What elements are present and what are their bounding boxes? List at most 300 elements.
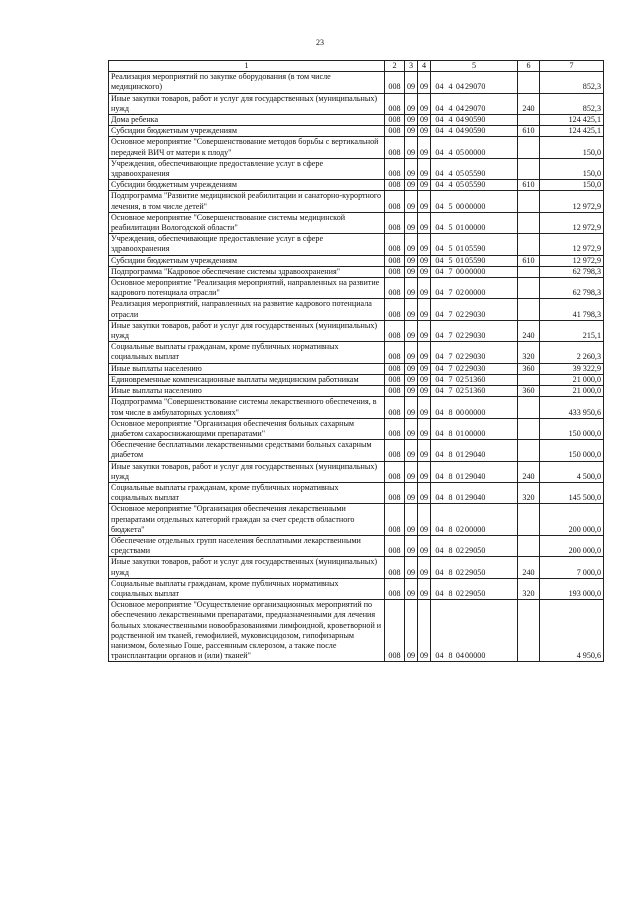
target-article-cell [431,72,518,93]
target-article-cell [431,266,518,277]
subsection-code-cell: 09 [418,482,431,503]
target-article-part: 04 [435,407,444,417]
target-article-part: 29050 [465,588,486,598]
table-row [109,578,604,599]
expense-type-cell: 610 [518,180,540,191]
target-article-part: 29040 [465,450,486,460]
budget-table [108,60,604,662]
table-row [109,180,604,191]
target-article-part: 90590 [465,115,486,125]
amount-cell: 2 260,3 [540,342,604,363]
table-row [109,278,604,299]
target-article-part: 29030 [465,363,486,373]
expense-type-cell [518,504,540,536]
subsection-code-cell: 09 [418,342,431,363]
target-article-part: 4 [448,103,453,113]
target-article-part: 02 [455,331,465,341]
item-name-cell: Иные закупки товаров, работ и услуг для государственных (муниципальных) нужд [109,557,385,578]
target-article-part: 4 [448,126,453,136]
ministry-code-cell: 008 [385,137,405,158]
item-name-cell: Учреждения, обеспечивающие предоставление услуг в сфере здравоохранения [109,158,385,179]
expense-type-cell: 360 [518,363,540,374]
amount-cell: 41 798,3 [540,299,604,320]
target-article-cell [431,137,518,158]
target-article-cell [431,342,518,363]
target-article-part: 5 [448,244,453,254]
target-article-part: 4 [448,115,453,125]
section-code-cell: 09 [405,374,418,385]
ministry-code-cell: 008 [385,461,405,482]
item-name-cell: Обеспечение отдельных групп населения бесплатными лекарственными средствами [109,535,385,556]
target-article-part: 8 [448,588,453,598]
section-code-cell: 09 [405,418,418,439]
target-article-part: 02 [455,524,465,534]
table-body [109,72,604,662]
column-header: 1 [109,61,385,72]
item-name-cell: Основное мероприятие "Организация обеспечения больных сахарным диабетом сахароснижающими препаратами" [109,418,385,439]
target-article-part: 02 [455,352,465,362]
target-article-part: 04 [435,309,444,319]
target-article-part: 51360 [465,386,486,396]
amount-cell: 200 000,0 [540,504,604,536]
item-name-cell: Реализация мероприятий, направленных на развитие кадрового потенциала отрасли [109,299,385,320]
target-article-part: 01 [455,428,465,438]
subsection-code-cell: 09 [418,418,431,439]
subsection-code-cell: 09 [418,363,431,374]
table-row [109,342,604,363]
target-article-part: 8 [448,567,453,577]
expense-type-cell [518,418,540,439]
section-code-cell: 09 [405,191,418,212]
subsection-code-cell: 09 [418,212,431,233]
item-name-cell: Подпрограмма "Развитие медицинской реабилитации и санаторно-курортного лечения, в том числе детей" [109,191,385,212]
expense-type-cell [518,535,540,556]
target-article-part: 04 [435,567,444,577]
amount-cell: 145 500,0 [540,482,604,503]
subsection-code-cell: 09 [418,137,431,158]
target-article-part: 8 [448,493,453,503]
expense-type-cell: 320 [518,578,540,599]
table-row [109,461,604,482]
ministry-code-cell: 008 [385,158,405,179]
table-row [109,212,604,233]
target-article-part: 00000 [465,147,486,157]
table-row [109,397,604,418]
table-row [109,482,604,503]
section-code-cell: 09 [405,600,418,662]
target-article-cell [431,418,518,439]
expense-type-cell [518,137,540,158]
amount-cell: 12 972,9 [540,234,604,255]
target-article-part: 04 [435,493,444,503]
target-article-part: 8 [448,407,453,417]
target-article-part: 02 [455,309,465,319]
target-article-part: 05590 [465,180,486,190]
section-code-cell: 09 [405,557,418,578]
item-name-cell: Социальные выплаты гражданам, кроме публичных нормативных социальных выплат [109,482,385,503]
target-article-part: 04 [435,103,444,113]
item-name-cell: Иные закупки товаров, работ и услуг для государственных (муниципальных) нужд [109,320,385,341]
item-name-cell: Дома ребенка [109,115,385,126]
target-article-part: 04 [435,588,444,598]
target-article-part: 00 [455,201,465,211]
item-name-cell: Субсидии бюджетным учреждениям [109,180,385,191]
ministry-code-cell: 008 [385,126,405,137]
expense-type-cell: 610 [518,255,540,266]
table-row [109,600,604,662]
subsection-code-cell: 09 [418,93,431,114]
section-code-cell: 09 [405,278,418,299]
section-code-cell: 09 [405,363,418,374]
expense-type-cell: 240 [518,461,540,482]
column-header: 2 [385,61,405,72]
target-article-part: 7 [448,331,453,341]
expense-type-cell [518,115,540,126]
target-article-part: 04 [435,651,444,661]
target-article-part: 04 [435,82,444,92]
table-row [109,234,604,255]
ministry-code-cell: 008 [385,578,405,599]
amount-cell: 433 950,6 [540,397,604,418]
section-code-cell: 09 [405,461,418,482]
table-row [109,137,604,158]
column-header: 5 [431,61,518,72]
amount-cell: 124 425,1 [540,126,604,137]
expense-type-cell [518,266,540,277]
target-article-part: 04 [435,169,444,179]
target-article-part: 05 [455,180,465,190]
amount-cell: 150,0 [540,180,604,191]
expense-type-cell: 240 [518,320,540,341]
table-row [109,72,604,93]
item-name-cell: Основное мероприятие "Организация обеспечения лекарственными препаратами отдельных категорий граждан за счет средств областного бюджета" [109,504,385,536]
subsection-code-cell: 09 [418,158,431,179]
subsection-code-cell: 09 [418,266,431,277]
item-name-cell: Иные закупки товаров, работ и услуг для государственных (муниципальных) нужд [109,93,385,114]
target-article-cell [431,461,518,482]
section-code-cell: 09 [405,180,418,191]
target-article-part: 04 [435,266,444,276]
target-article-part: 4 [448,82,453,92]
amount-cell: 150 000,0 [540,440,604,461]
subsection-code-cell: 09 [418,440,431,461]
item-name-cell: Обеспечение бесплатными лекарственными средствами больных сахарным диабетом [109,440,385,461]
target-article-part: 01 [455,471,465,481]
table-row [109,374,604,385]
expense-type-cell: 240 [518,557,540,578]
section-code-cell: 09 [405,266,418,277]
table-row [109,191,604,212]
subsection-code-cell: 09 [418,126,431,137]
ministry-code-cell: 008 [385,278,405,299]
amount-cell: 21 000,0 [540,374,604,385]
expense-type-cell [518,234,540,255]
ministry-code-cell: 008 [385,363,405,374]
ministry-code-cell: 008 [385,535,405,556]
expense-type-cell: 320 [518,342,540,363]
item-name-cell: Реализация мероприятий по закупке оборудования (в том числе медицинского) [109,72,385,93]
target-article-part: 02 [455,363,465,373]
expense-type-cell: 360 [518,386,540,397]
column-header: 7 [540,61,604,72]
target-article-part: 7 [448,266,453,276]
target-article-part: 01 [455,255,465,265]
target-article-part: 00000 [465,223,486,233]
table-row [109,266,604,277]
item-name-cell: Основное мероприятие "Осуществление организационных мероприятий по обеспечению лекарственными препаратами, предназначенными для лечения больных злокачественными новообразованиями лимфоидной, кроветворной и родственной им тканей, гемофилией, муковисцидозом, гипофизарным нанизмом, болезнью Гоше, рассеянным склерозом, а также после трансплантации органов и (или) тканей" [109,600,385,662]
target-article-part: 29070 [465,103,486,113]
section-code-cell: 09 [405,504,418,536]
table-row [109,93,604,114]
target-article-part: 02 [455,288,465,298]
target-article-part: 90590 [465,126,486,136]
item-name-cell: Подпрограмма "Кадровое обеспечение системы здравоохранения" [109,266,385,277]
ministry-code-cell: 008 [385,115,405,126]
section-code-cell: 09 [405,440,418,461]
table-row [109,504,604,536]
subsection-code-cell: 09 [418,386,431,397]
amount-cell: 4 500,0 [540,461,604,482]
target-article-cell [431,234,518,255]
subsection-code-cell: 09 [418,234,431,255]
target-article-part: 7 [448,309,453,319]
target-article-part: 04 [455,115,465,125]
amount-cell: 4 950,6 [540,600,604,662]
subsection-code-cell: 09 [418,180,431,191]
amount-cell: 12 972,9 [540,255,604,266]
amount-cell: 7 000,0 [540,557,604,578]
target-article-part: 8 [448,471,453,481]
target-article-part: 04 [435,126,444,136]
section-code-cell: 09 [405,397,418,418]
expense-type-cell [518,158,540,179]
table-row [109,255,604,266]
item-name-cell: Подпрограмма "Совершенствование системы лекарственного обеспечения, в том числе в амбулаторных условиях" [109,397,385,418]
subsection-code-cell: 09 [418,461,431,482]
ministry-code-cell: 008 [385,482,405,503]
item-name-cell: Учреждения, обеспечивающие предоставление услуг в сфере здравоохранения [109,234,385,255]
item-name-cell: Субсидии бюджетным учреждениям [109,126,385,137]
column-header: 3 [405,61,418,72]
target-article-part: 00000 [465,266,486,276]
target-article-part: 04 [435,471,444,481]
target-article-cell [431,115,518,126]
target-article-part: 29030 [465,352,486,362]
target-article-part: 00 [455,407,465,417]
target-article-part: 29030 [465,331,486,341]
target-article-part: 7 [448,288,453,298]
target-article-part: 01 [455,244,465,254]
target-article-cell [431,386,518,397]
section-code-cell: 09 [405,115,418,126]
ministry-code-cell: 008 [385,418,405,439]
target-article-part: 04 [435,374,444,384]
table-row [109,440,604,461]
target-article-part: 29040 [465,471,486,481]
table-row [109,158,604,179]
section-code-cell: 09 [405,299,418,320]
subsection-code-cell: 09 [418,535,431,556]
expense-type-cell [518,278,540,299]
item-name-cell: Социальные выплаты гражданам, кроме публичных нормативных социальных выплат [109,578,385,599]
ministry-code-cell: 008 [385,600,405,662]
table-header-row [109,61,604,72]
target-article-cell [431,255,518,266]
target-article-part: 01 [455,493,465,503]
target-article-part: 29050 [465,567,486,577]
target-article-part: 02 [455,588,465,598]
subsection-code-cell: 09 [418,72,431,93]
ministry-code-cell: 008 [385,386,405,397]
expense-type-cell [518,440,540,461]
target-article-part: 00000 [465,524,486,534]
ministry-code-cell: 008 [385,299,405,320]
amount-cell: 12 972,9 [540,212,604,233]
subsection-code-cell: 09 [418,191,431,212]
amount-cell: 150,0 [540,158,604,179]
target-article-part: 04 [435,180,444,190]
table-row [109,535,604,556]
table-row [109,363,604,374]
target-article-part: 5 [448,223,453,233]
amount-cell: 852,3 [540,93,604,114]
target-article-part: 02 [455,386,465,396]
target-article-part: 7 [448,386,453,396]
ministry-code-cell: 008 [385,557,405,578]
target-article-part: 04 [435,386,444,396]
target-article-part: 00000 [465,288,486,298]
target-article-part: 04 [455,651,465,661]
subsection-code-cell: 09 [418,397,431,418]
target-article-part: 8 [448,546,453,556]
table-row [109,386,604,397]
page-number: 23 [316,38,324,47]
ministry-code-cell: 008 [385,72,405,93]
section-code-cell: 09 [405,93,418,114]
target-article-cell [431,299,518,320]
target-article-cell [431,557,518,578]
target-article-part: 01 [455,223,465,233]
expense-type-cell [518,397,540,418]
target-article-cell [431,504,518,536]
table-row [109,320,604,341]
target-article-part: 00000 [465,407,486,417]
target-article-part: 5 [448,255,453,265]
amount-cell: 200 000,0 [540,535,604,556]
amount-cell: 21 000,0 [540,386,604,397]
target-article-cell [431,397,518,418]
target-article-part: 29050 [465,546,486,556]
target-article-part: 04 [435,201,444,211]
expense-type-cell [518,191,540,212]
column-header: 4 [418,61,431,72]
target-article-part: 29040 [465,493,486,503]
item-name-cell: Единовременные компенсационные выплаты медицинским работникам [109,374,385,385]
target-article-part: 04 [435,428,444,438]
section-code-cell: 09 [405,255,418,266]
target-article-part: 05590 [465,244,486,254]
ministry-code-cell: 008 [385,255,405,266]
ministry-code-cell: 008 [385,191,405,212]
amount-cell: 124 425,1 [540,115,604,126]
expense-type-cell [518,299,540,320]
subsection-code-cell: 09 [418,278,431,299]
target-article-part: 05590 [465,169,486,179]
target-article-part: 5 [448,201,453,211]
amount-cell: 193 000,0 [540,578,604,599]
target-article-part: 00 [455,266,465,276]
target-article-part: 00000 [465,651,486,661]
target-article-part: 7 [448,374,453,384]
amount-cell: 852,3 [540,72,604,93]
section-code-cell: 09 [405,212,418,233]
ministry-code-cell: 008 [385,374,405,385]
target-article-part: 04 [435,147,444,157]
ministry-code-cell: 008 [385,234,405,255]
subsection-code-cell: 09 [418,374,431,385]
target-article-cell [431,374,518,385]
target-article-cell [431,158,518,179]
expense-type-cell [518,374,540,385]
target-article-part: 04 [435,546,444,556]
target-article-part: 04 [435,115,444,125]
item-name-cell: Иные выплаты населению [109,386,385,397]
target-article-part: 04 [435,331,444,341]
target-article-part: 04 [435,223,444,233]
target-article-part: 04 [435,244,444,254]
target-article-cell [431,126,518,137]
column-header: 6 [518,61,540,72]
ministry-code-cell: 008 [385,440,405,461]
ministry-code-cell: 008 [385,504,405,536]
amount-cell: 62 798,3 [540,266,604,277]
target-article-part: 04 [435,352,444,362]
target-article-part: 4 [448,180,453,190]
section-code-cell: 09 [405,342,418,363]
amount-cell: 150 000,0 [540,418,604,439]
table-row [109,126,604,137]
item-name-cell: Основное мероприятие "Совершенствование методов борьбы с вертикальной передачей ВИЧ от матери к плоду" [109,137,385,158]
target-article-cell [431,93,518,114]
table-row [109,557,604,578]
item-name-cell: Основное мероприятие "Реализация мероприятий, направленных на развитие кадрового потенциала отрасли" [109,278,385,299]
subsection-code-cell: 09 [418,578,431,599]
target-article-part: 51360 [465,374,486,384]
target-article-cell [431,482,518,503]
target-article-cell [431,320,518,341]
subsection-code-cell: 09 [418,255,431,266]
target-article-part: 05 [455,147,465,157]
ministry-code-cell: 008 [385,320,405,341]
target-article-part: 8 [448,450,453,460]
item-name-cell: Субсидии бюджетным учреждениям [109,255,385,266]
section-code-cell: 09 [405,234,418,255]
target-article-part: 02 [455,567,465,577]
amount-cell: 62 798,3 [540,278,604,299]
item-name-cell: Иные выплаты населению [109,363,385,374]
target-article-part: 00000 [465,201,486,211]
target-article-part: 4 [448,147,453,157]
ministry-code-cell: 008 [385,397,405,418]
target-article-part: 04 [455,126,465,136]
target-article-cell [431,180,518,191]
item-name-cell: Основное мероприятие "Совершенствование системы медицинской реабилитации Вологодской области" [109,212,385,233]
target-article-part: 05590 [465,255,486,265]
target-article-part: 04 [435,363,444,373]
target-article-part: 00000 [465,428,486,438]
section-code-cell: 09 [405,126,418,137]
subsection-code-cell: 09 [418,600,431,662]
